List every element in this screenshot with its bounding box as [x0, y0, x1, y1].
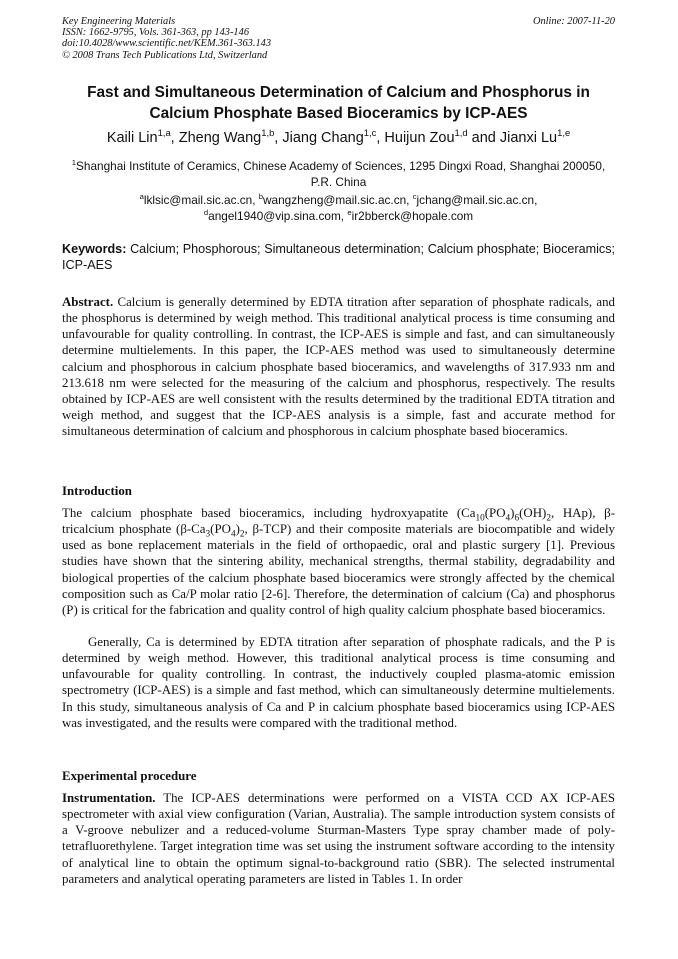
- keywords-text: Calcium; Phosphorous; Simultaneous determination; Calcium phosphate; Bioceramics; ICP-AES: [62, 242, 615, 272]
- email-line-2: $^d$angel1940@vip.sina.com, $^e$ir2bberck@hopale.com: [203, 208, 474, 223]
- email-line-1: $^a$lklsic@mail.sic.ac.cn, $^b$wangzheng@mail.sic.ac.cn, $^c$jchang@mail.sic.ac.cn,: [139, 192, 538, 207]
- keywords-label: Keywords:: [62, 242, 127, 256]
- author-list: Kaili Lin$^{1,a}$, Zheng Wang$^{1,b}$, Jiang Chang$^{1,c}$, Huijun Zou$^{1,d}$ and Jianxi Lu$^{1,e}$: [106, 127, 571, 146]
- keywords: [62, 242, 615, 273]
- journal-name: Key Engineering Materials: [62, 16, 176, 27]
- doi-line: doi:10.4028/www.scientific.net/KEM.361-363.143: [62, 38, 272, 50]
- title-line-1: Fast and Simultaneous Determination of Calcium and Phosphorus in: [87, 84, 590, 101]
- author-5: Jianxi Lu$^{1,e}$: [499, 127, 571, 146]
- affiliation: $^1$Shanghai Institute of Ceramics, Chinese Academy of Sciences, 1295 Dingxi Road, Shanghai 200050, P.R. China: [71, 158, 606, 189]
- introduction-paragraph-1: The calcium phosphate based bioceramics, including hydroxyapatite ($Ca_{10}(PO_4)_6(OH)_2$, HAp), β-tricalcium phosphate ($\beta-Ca_3(PO_4)_2$, β-TCP) and their composite materials are biocompatible and widely used as bone replacement materials in the field of orthopaedic, oral and plastic surgery [1]. Previous studies have shown that the sintering ability, mechanical strengths, thermal stability, degradability and biological properties of the calcium phosphate based bioceramics were strongly affected by the chemical composition such as Ca/P molar ratio [2-6]. Therefore, the determination of calcium (Ca) and phosphorus (P) is critical for the fabrication and quality control of high quality calcium phosphate based bioceramics.: [62, 506, 615, 617]
- title-line-2: Calcium Phosphate Based Bioceramics by ICP-AES: [149, 105, 528, 122]
- abstract-label: Abstract.: [62, 295, 114, 309]
- online-date: Online: 2007-11-20: [532, 16, 615, 27]
- introduction-paragraph-2: Generally, Ca is determined by EDTA titration after separation of phosphate radicals, and the P is determined by weigh method. However, this traditional analytical process is time consuming and unfavourable for quality controlling. In contrast, the inductively coupled plasma-atomic emission spectrometry (ICP-AES) is a simple and fast method, which can simultaneously determine multielements. In this study, simultaneous analysis of Ca and P in calcium phosphate based bioceramics using ICP-AES was investigated, and the results were compared with the traditional method.: [62, 635, 615, 730]
- issn-line: ISSN: 1662-9795, Vols. 361-363, pp 143-146: [62, 27, 250, 39]
- instrumentation-paragraph: [62, 790, 615, 887]
- instrumentation-label: Instrumentation.: [62, 791, 156, 805]
- introduction-heading: Introduction: [62, 484, 132, 498]
- paper-title: [62, 82, 615, 124]
- abstract-text: Calcium is generally determined by EDTA titration after separation of phosphate radicals, and the phosphorus is determined by weigh method. This traditional analytical process is time consuming and unfavourable for quality controlling. In contrast, the ICP-AES is simple and fast, and can simultaneously determine multielements. In this paper, the ICP-AES method was used to simultaneously determine calcium and phosphorous in calcium phosphate based bioceramics, and wavelengths of 317.933 nm and 213.618 nm were selected for the measuring of the calcium and phosphorus, respectively. The results obtained by ICP-AES are well consistent with the results determined by the traditional EDTA titration and weigh method, and suggest that the ICP-AES analysis is a simple, fast and accurate method for simultaneous determination of calcium and phosphorous in calcium phosphate based bioceramics.: [62, 295, 615, 439]
- author-2: Zheng Wang$^{1,b}$: [178, 127, 275, 146]
- author-1: Kaili Lin$^{1,a}$: [106, 127, 171, 146]
- experimental-heading: Experimental procedure: [62, 769, 197, 783]
- instrumentation-text: The ICP-AES determinations were performed on a VISTA CCD AX ICP-AES spectrometer with axial view configuration (Varian, Australia). The sample introduction system consists of a V-groove nebulizer and a reduced-volume Sturman-Masters Type spray chamber made of poly-tetrafluorethylene. Target integration time was set using the instrument software according to the intensity of analytical line to obtain the optimum signal-to-background ratio (SBR). The selected instrumental parameters and analytical operating parameters are listed in Tables 1. In order: [62, 791, 615, 886]
- copyright-line: © 2008 Trans Tech Publications Ltd, Switzerland: [62, 49, 268, 61]
- abstract: [62, 294, 615, 439]
- author-4: Huijun Zou$^{1,d}$: [384, 127, 468, 146]
- journal-header: [62, 16, 615, 61]
- author-emails: [62, 192, 615, 224]
- author-3: Jiang Chang$^{1,c}$: [282, 127, 377, 146]
